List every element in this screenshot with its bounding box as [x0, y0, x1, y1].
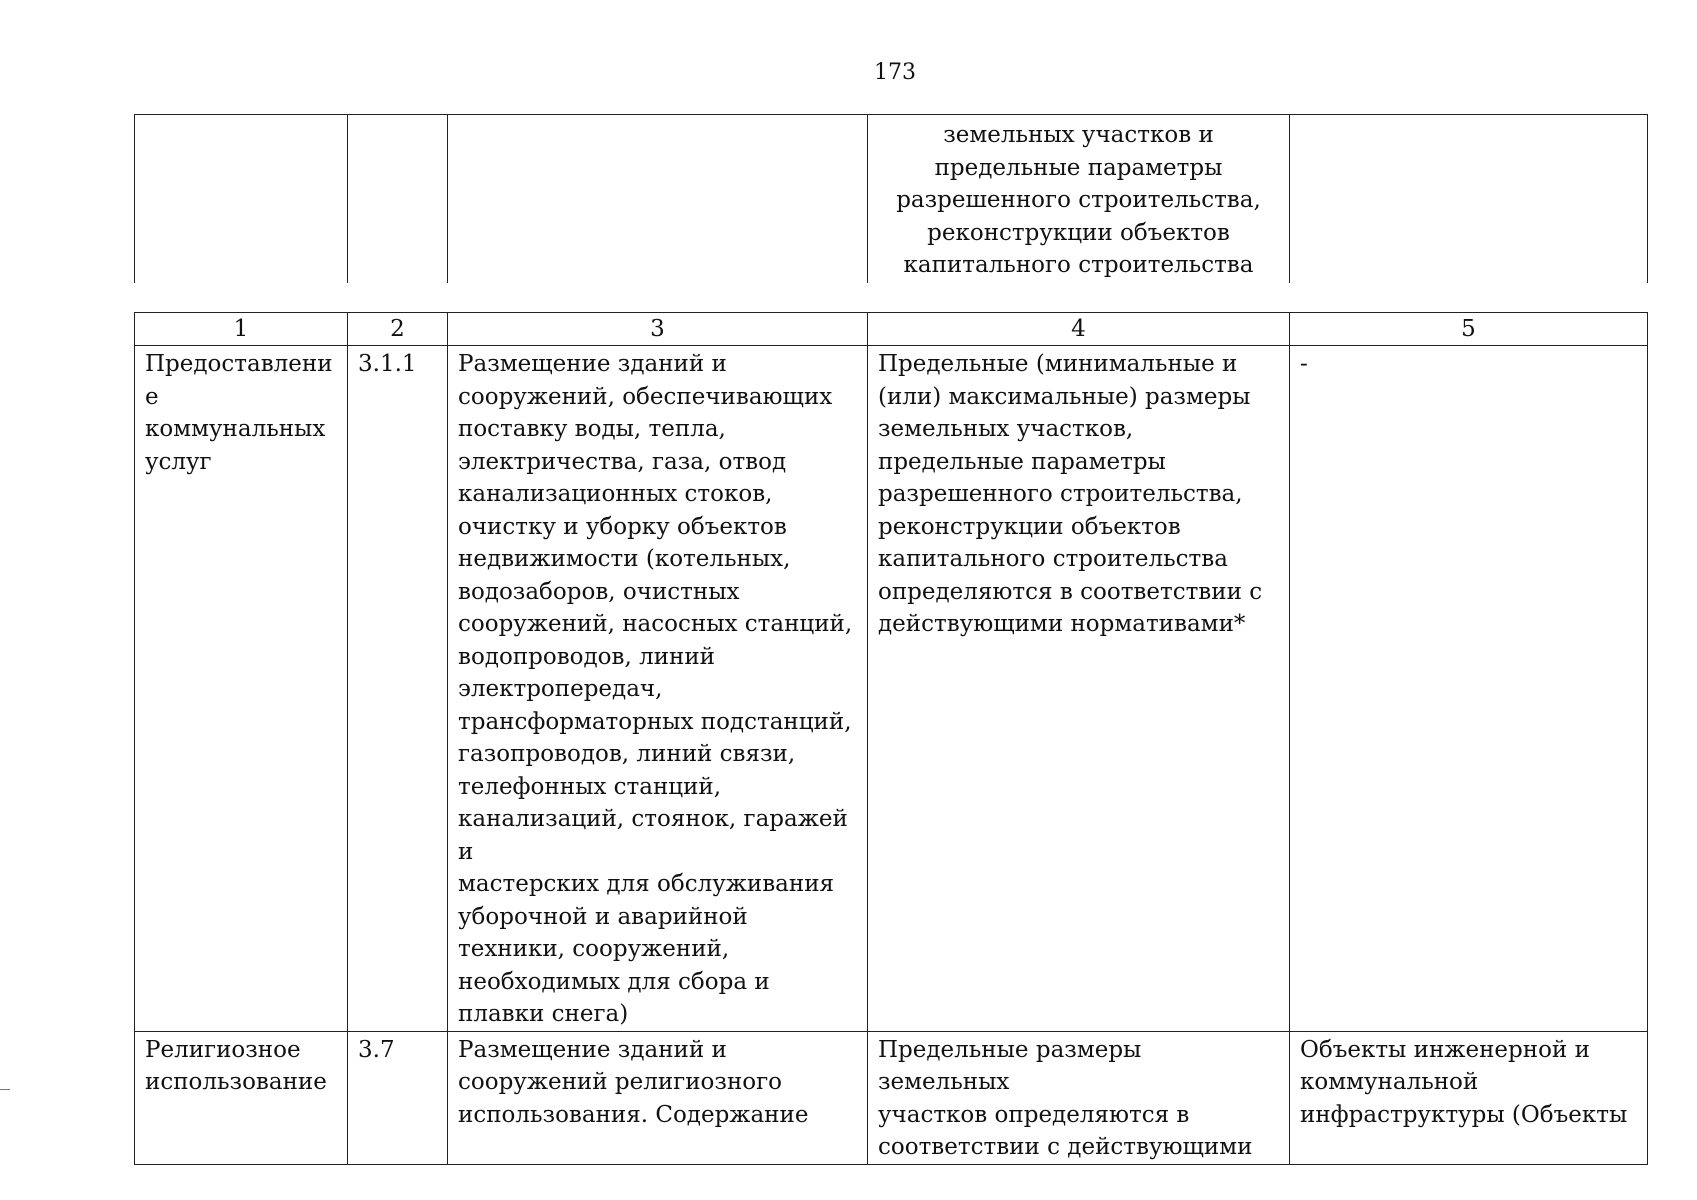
- continuation-cell-1: [135, 115, 348, 284]
- column-number: 1: [135, 313, 348, 346]
- continuation-row: [135, 115, 1648, 284]
- continuation-cell-4: земельных участков и предельные параметры разрешенного строительства, реконструкции объектов капитального строительства: [868, 115, 1290, 284]
- table-row: [135, 346, 1648, 1032]
- limit-parameters: Предельные (минимальные и (или) максимальные) размеры земельных участков, предельные параметры разрешенного строительства, реконструкции объектов капитального строительства определяются в соответствии с действующими нормативами*: [868, 346, 1290, 1032]
- restrictions: Объекты инженерной и коммунальной инфраструктуры (Объекты: [1290, 1031, 1648, 1164]
- column-number-row: [135, 313, 1648, 346]
- restrictions: -: [1290, 346, 1648, 1032]
- page-number: 173: [874, 60, 916, 85]
- use-type-name: Религиозное использование: [135, 1031, 348, 1164]
- continuation-cell-3: [448, 115, 868, 284]
- table-row: [135, 1031, 1648, 1164]
- use-type-code: 3.7: [348, 1031, 448, 1164]
- column-number: 3: [448, 313, 868, 346]
- limit-parameters: Предельные размеры земельных участков определяются в соответствии с действующими: [868, 1031, 1290, 1164]
- continuation-cell-2: [348, 115, 448, 284]
- land-use-table: [134, 312, 1648, 1165]
- column-number: 5: [1290, 313, 1648, 346]
- continuation-cell-5: [1290, 115, 1648, 284]
- column-number: 4: [868, 313, 1290, 346]
- margin-mark: [0, 1089, 10, 1090]
- continuation-table: [134, 114, 1648, 283]
- use-type-name: Предоставлени е коммунальных услуг: [135, 346, 348, 1032]
- column-number: 2: [348, 313, 448, 346]
- use-type-description: Размещение зданий и сооружений, обеспечивающих поставку воды, тепла, электричества, газа, отвод канализационных стоков, очистку и уборку объектов недвижимости (котельных, водозаборов, очистных сооружений, насосных станций, водопроводов, линий электропередач, трансформаторных подстанций, газопроводов, линий связи, телефонных станций, канализаций, стоянок, гаражей и мастерских для обслуживания уборочной и аварийной техники, сооружений, необходимых для сбора и плавки снега): [448, 346, 868, 1032]
- use-type-description: Размещение зданий и сооружений религиозного использования. Содержание: [448, 1031, 868, 1164]
- use-type-code: 3.1.1: [348, 346, 448, 1032]
